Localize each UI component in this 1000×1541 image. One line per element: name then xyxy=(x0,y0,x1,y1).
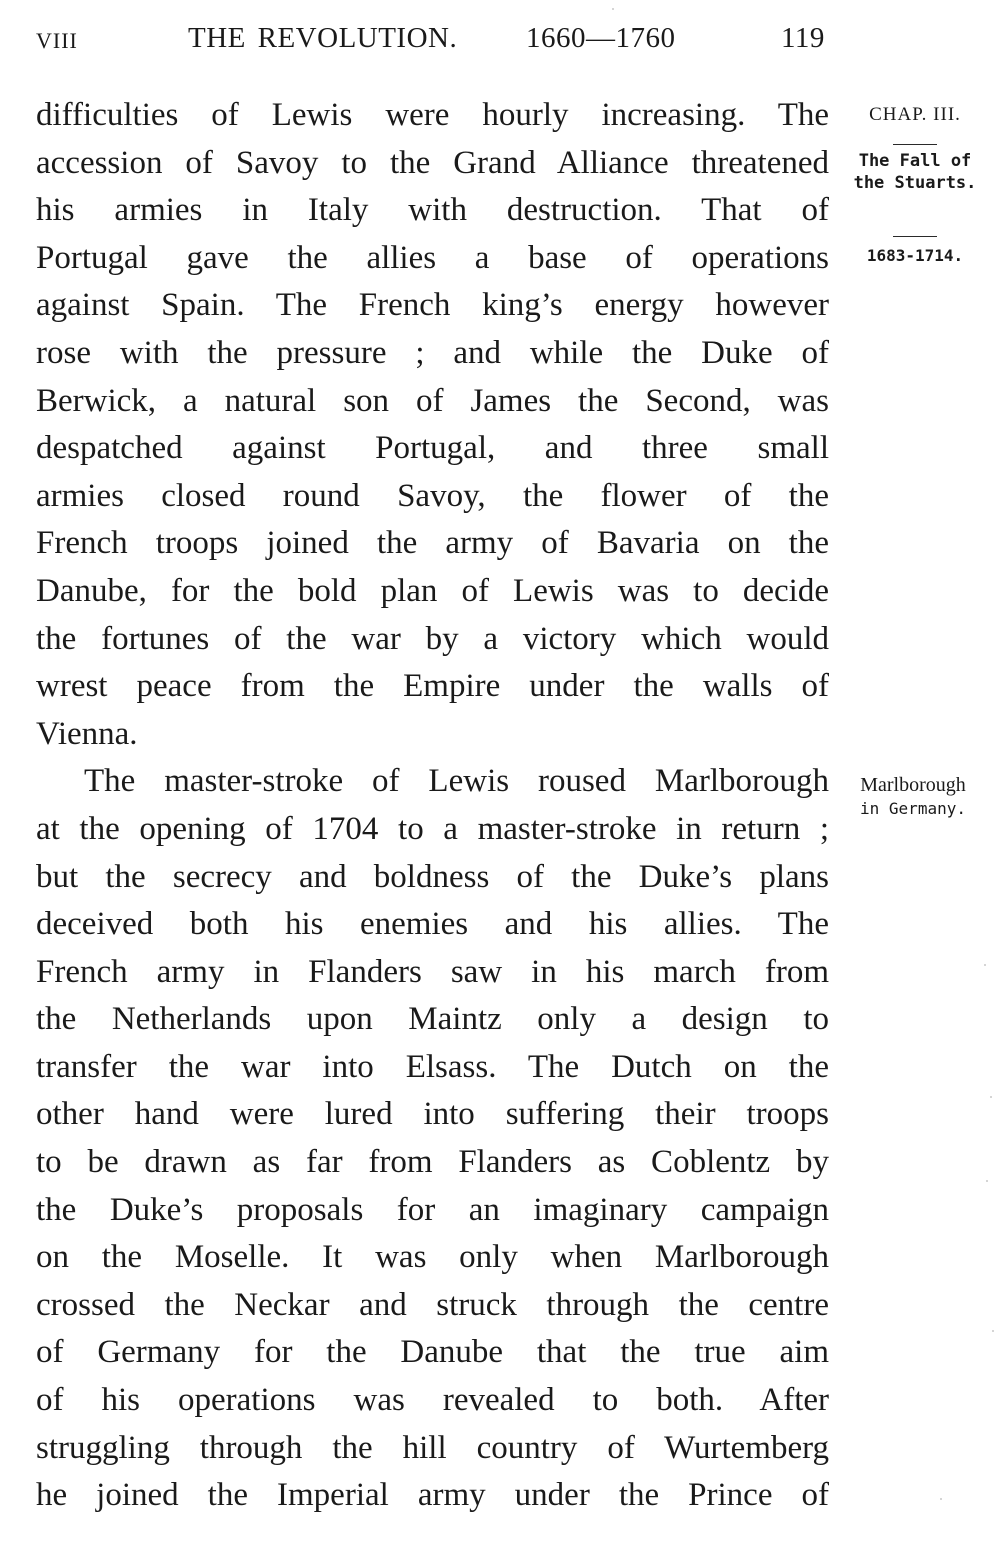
margin-section-title: The Fall of the Stuarts. xyxy=(853,151,977,193)
paper-speck xyxy=(612,8,614,10)
side-note-line: in Germany. xyxy=(860,799,966,818)
text-line: armies closed round Savoy, the flower of the xyxy=(36,477,829,514)
margin-chapter-label: CHAP. III. xyxy=(869,104,961,125)
text-line: the fortunes of the war by a victory which would xyxy=(36,620,829,657)
text-line: rose with the pressure ; and while the Duke of xyxy=(36,334,829,371)
paper-speck xyxy=(984,964,986,966)
text-line: crossed the Neckar and struck through the centre xyxy=(36,1286,829,1323)
text-line: other hand were lured into suffering their troops xyxy=(36,1096,829,1133)
chapter-numeral: VIII xyxy=(36,28,78,53)
text-line: the Duke’s proposals for an imaginary campaign xyxy=(36,1191,829,1228)
text-line: the Netherlands upon Maintz only a design to xyxy=(36,1001,829,1038)
margin-section-years: 1683-1714. xyxy=(866,246,964,265)
page-number: 119 xyxy=(781,22,825,54)
text-line: transfer the war into Elsass. The Dutch on the xyxy=(36,1048,829,1085)
text-line: against Spain. The French king’s energy however xyxy=(36,287,829,324)
text-line: at the opening of 1704 to a master-stroke in return ; xyxy=(36,810,829,847)
text-line: on the Moselle. It was only when Marlborough xyxy=(36,1239,829,1276)
text-line: he joined the Imperial army under the Prince of xyxy=(36,1477,829,1514)
text-line: French army in Flanders saw in his march from xyxy=(36,953,829,990)
paper-speck xyxy=(986,1180,988,1182)
paper-speck xyxy=(992,1330,994,1332)
margin-rule xyxy=(893,144,937,145)
text-line: despatched against Portugal, and three small xyxy=(36,430,829,467)
paragraph-start-line: The master-stroke of Lewis roused Marlborough xyxy=(84,763,829,800)
text-line: Berwick, a natural son of James the Second, was xyxy=(36,382,829,419)
text-line: his armies in Italy with destruction. That of xyxy=(36,192,829,229)
paper-speck xyxy=(990,1096,992,1098)
margin-rule xyxy=(893,236,937,237)
text-line: but the secrecy and boldness of the Duke’s plans xyxy=(36,858,829,895)
text-line: to be drawn as far from Flanders as Coblentz by xyxy=(36,1144,829,1181)
text-line: Portugal gave the allies a base of operations xyxy=(36,239,829,276)
text-line: struggling through the hill country of Wurtemberg xyxy=(36,1429,829,1466)
text-line: deceived both his enemies and his allies. The xyxy=(36,906,829,943)
text-line: wrest peace from the Empire under the walls of xyxy=(36,668,829,705)
text-line: Vienna. xyxy=(36,715,138,752)
text-line: Danube, for the bold plan of Lewis was to decide xyxy=(36,572,829,609)
text-line: of his operations was revealed to both. After xyxy=(36,1382,829,1419)
paper-speck xyxy=(940,1498,942,1500)
body-text xyxy=(36,92,829,1520)
running-header xyxy=(36,22,836,62)
header-dates: 1660—1760 xyxy=(526,22,676,54)
text-line: French troops joined the army of Bavaria on the xyxy=(36,525,829,562)
text-line: difficulties of Lewis were hourly increasing. The xyxy=(36,97,829,133)
text-line: of Germany for the Danube that the true aim xyxy=(36,1334,829,1371)
header-title: THE REVOLUTION. xyxy=(188,22,458,54)
text-line: accession of Savoy to the Grand Alliance threatened xyxy=(36,144,829,181)
margin-side-note xyxy=(833,773,993,821)
side-note-line: Marlborough xyxy=(860,774,966,796)
